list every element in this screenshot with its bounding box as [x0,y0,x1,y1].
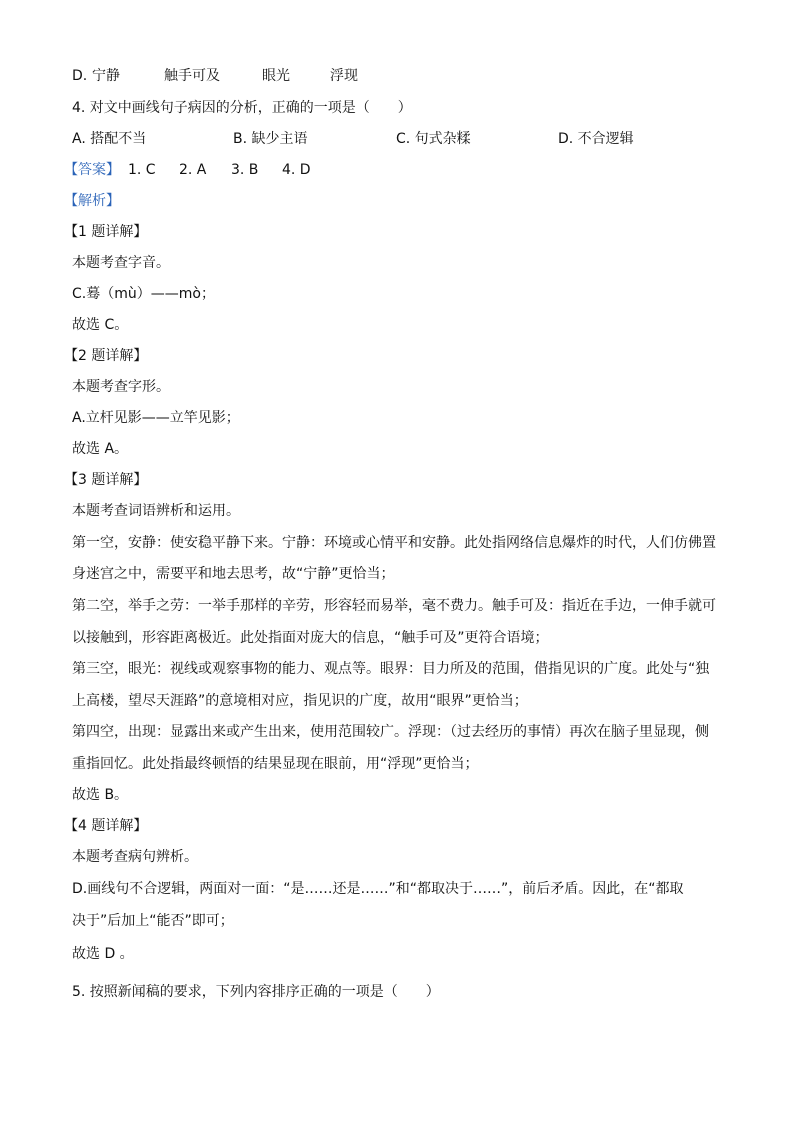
answer-item: 2. A [179,162,207,178]
section-title: 【3 题详解】 [64,472,148,488]
analysis-tag: 【解析】 [64,193,120,209]
answer-line [64,160,722,180]
answer-item: 1. C [128,162,156,178]
text-line: 身迷宫之中，需要平和地去思考，故“宁静”更恰当； [72,566,395,582]
text-line: 第三空，眼光：视线或观察事物的能力、观点等。眼界：目力所及的范围，借指见识的广度。此处与“独 [72,661,710,677]
option-b: B. 缺少主语 [233,131,308,147]
q3-option-d [72,66,722,86]
answer-tag: 【答案】 [64,162,120,178]
text-line: 故选 C。 [72,317,129,333]
text-line: C.蓦（mù）——mò； [72,286,215,302]
text-line: 第一空，安静：使安稳平静下来。宁静：环境或心情平和安静。此处指网络信息爆炸的时代，人们仿佛置 [72,535,716,551]
text-line: 本题考查病句辨析。 [72,849,198,865]
option-word: 触手可及 [164,68,220,84]
option-c: C. 句式杂糅 [396,131,471,147]
text-line: 故选 D 。 [72,946,134,962]
text-line: 故选 B。 [72,787,129,803]
section-title: 【2 题详解】 [64,348,148,364]
option-d: D. 不合逻辑 [558,131,634,147]
text-line: D.画线句不合逻辑，两面对一面：“是……还是……”和“都取决于……”，前后矛盾。因此，在“都取 [72,881,684,897]
text-line: 本题考查字音。 [72,255,170,271]
text-line: 重指回忆。此处指最终顿悟的结果显现在眼前，用“浮现”更恰当； [72,756,479,772]
text-line: 第四空，出现：显露出来或产生出来，使用范围较广。浮现：（过去经历的事情）再次在脑子里显现，侧 [72,724,709,740]
text-line: 本题考查词语辨析和运用。 [72,503,240,519]
text-line: 本题考查字形。 [72,379,170,395]
q4-options [72,129,722,149]
answer-item: 4. D [282,162,311,178]
text-line: 上高楼，望尽天涯路”的意境相对应，指见识的广度，故用“眼界”更恰当； [72,693,528,709]
section-title: 【1 题详解】 [64,224,148,240]
option-word: 宁静 [92,68,120,84]
answer-item: 3. B [231,162,259,178]
question-4-stem: 4. 对文中画线句子病因的分析，正确的一项是（ ） [72,100,412,116]
text-line: A.立杆见影——立竿见影； [72,410,240,426]
text-line: 以接触到，形容距离极近。此处指面对庞大的信息，“触手可及”更符合语境； [72,630,549,646]
option-a: A. 搭配不当 [72,131,147,147]
option-letter: D. [72,68,88,84]
section-title: 【4 题详解】 [64,818,148,834]
text-line: 故选 A。 [72,441,129,457]
option-word: 浮现 [330,68,358,84]
option-word: 眼光 [262,68,290,84]
question-5-stem: 5. 按照新闻稿的要求，下列内容排序正确的一项是（ ） [72,984,440,1000]
text-line: 决于”后加上“能否”即可； [72,913,234,929]
text-line: 第二空，举手之劳：一举手那样的辛劳，形容轻而易举，毫不费力。触手可及：指近在手边，一伸手就可 [72,598,716,614]
